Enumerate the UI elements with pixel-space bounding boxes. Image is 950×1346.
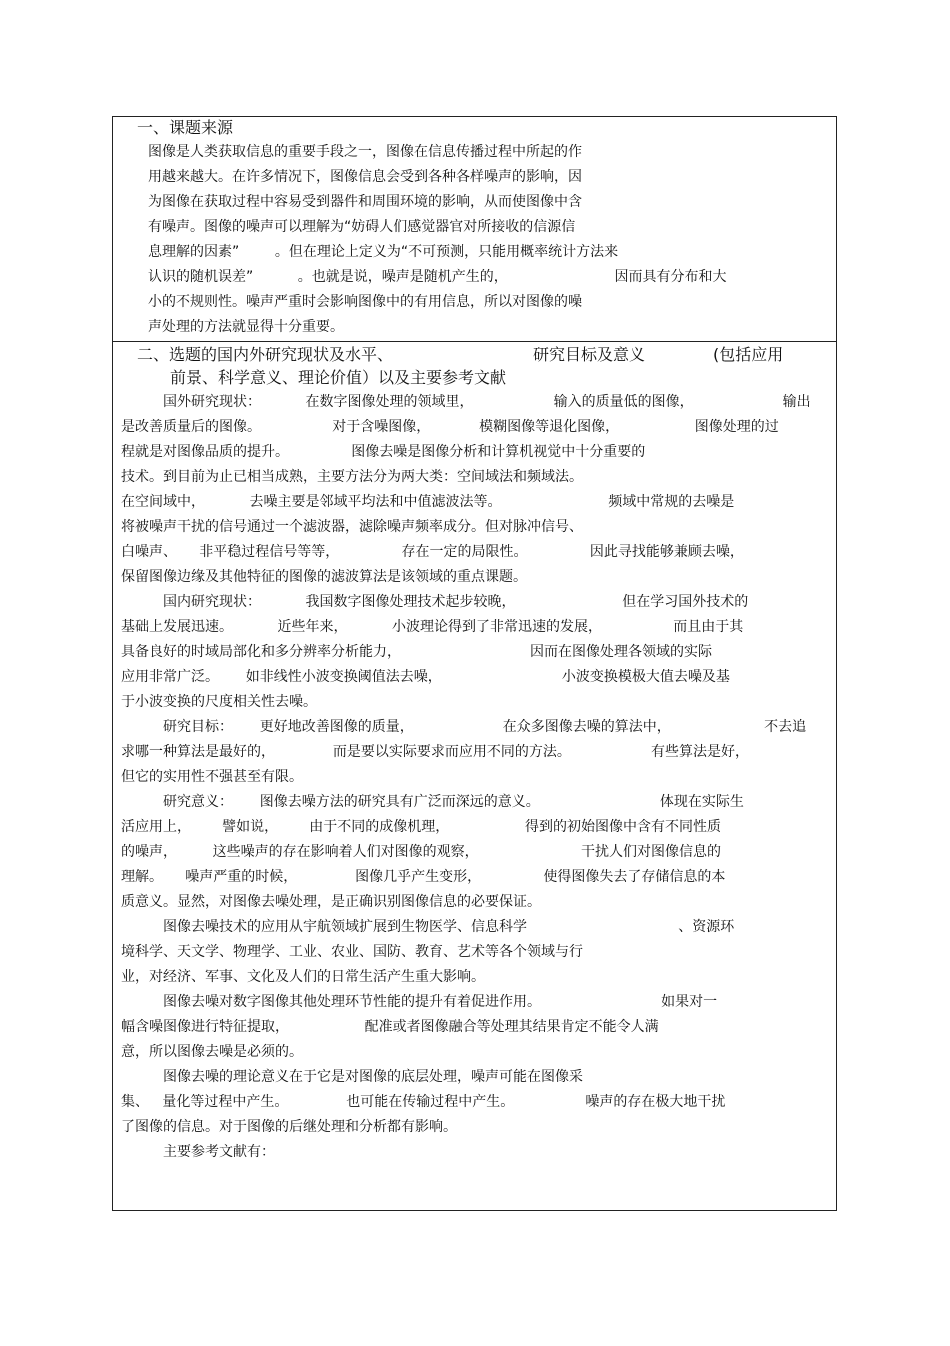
section2-heading-d: 前景、科学意义、理论价值）以及主要参考文献 <box>170 368 507 387</box>
section2-line: 境科学、天文学、物理学、工业、农业、国防、教育、艺术等各个领域与行 <box>121 944 583 960</box>
section2-line: 幅含噪图像进行特征提取， 配准或者图像融合等处理其结果肯定不能令人满 <box>121 1019 659 1035</box>
section2-line: 国外研究现状： 在数字图像处理的领域里， 输入的质量低的图像， 输出 <box>163 394 811 410</box>
section2-line: 是改善质量后的图像。 对于含噪图像， 模糊图像等退化图像， 图像处理的过 <box>121 419 779 435</box>
section2-heading-b: 研究目标及意义 <box>533 345 646 364</box>
section2-line: 意，所以图像去噪是必须的。 <box>121 1044 303 1060</box>
section1-line: 息理解的因素” 。但在理论上定义为“不可预测，只能用概率统计方法来 <box>148 244 619 260</box>
section2-line: 的噪声， 这些噪声的存在影响着人们对图像的观察， 干扰人们对图像信息的 <box>121 844 721 860</box>
section2-line: 活应用上， 譬如说， 由于不同的成像机理， 得到的初始图像中含有不同性质 <box>121 819 721 835</box>
section1-line: 认识的随机误差” 。也就是说，噪声是随机产生的， 因而具有分布和大 <box>148 269 727 285</box>
section2-line: 图像去噪的理论意义在于它是对图像的底层处理，噪声可能在图像采 <box>163 1069 583 1085</box>
section2-line: 研究意义： 图像去噪方法的研究具有广泛而深远的意义。 体现在实际生 <box>163 794 744 810</box>
section2-line: 具备良好的时域局部化和多分辨率分析能力， 因而在图像处理各领域的实际 <box>121 644 713 660</box>
section2-line: 但它的实用性不强甚至有限。 <box>121 769 303 785</box>
section2-line: 程就是对图像品质的提升。 图像去噪是图像分析和计算机视觉中十分重要的 <box>121 444 646 460</box>
section2-line: 技术。到目前为止已相当成熟，主要方法分为两大类：空间域法和频域法。 <box>121 469 583 485</box>
section1-line: 声处理的方法就显得十分重要。 <box>148 319 344 335</box>
section2-line: 于小波变换的尺度相关性去噪。 <box>121 694 317 710</box>
section2-heading-c: (包括应用 <box>713 345 784 364</box>
section2-line: 质意义。显然，对图像去噪处理，是正确识别图像信息的必要保证。 <box>121 894 541 910</box>
section2-line: 图像去噪对数字图像其他处理环节性能的提升有着促进作用。 如果对一 <box>163 994 718 1010</box>
section2-line: 在空间域中， 去噪主要是邻域平均法和中值滤波法等。 频域中常规的去噪是 <box>121 494 735 510</box>
section2-heading-a: 二、选题的国内外研究现状及水平、 <box>137 345 394 364</box>
section2-line: 图像去噪技术的应用从宇航领域扩展到生物医学、信息科学 、资源环 <box>163 919 735 935</box>
section1-line: 用越来越大。在许多情况下，图像信息会受到各种各样噪声的影响，因 <box>148 169 582 185</box>
section2-line: 主要参考文献有： <box>163 1144 275 1160</box>
section2-line: 应用非常广泛。 如非线性小波变换阈值法去噪， 小波变换模极大值去噪及基 <box>121 669 730 685</box>
section2-line: 基础上发展迅速。 近些年来， 小波理论得到了非常迅速的发展， 而且由于其 <box>121 619 744 635</box>
section2-line: 保留图像边缘及其他特征的图像的滤波算法是该领域的重点课题。 <box>121 569 527 585</box>
section1-heading: 一、课题来源 <box>137 118 234 137</box>
section1-line: 为图像在获取过程中容易受到器件和周围环境的影响，从而使图像中含 <box>148 194 582 210</box>
section2-line: 研究目标： 更好地改善图像的质量， 在众多图像去噪的算法中， 不去追 <box>163 719 807 735</box>
section2-line: 国内研究现状： 我国数字图像处理技术起步较晚， 但在学习国外技术的 <box>163 594 749 610</box>
section-divider <box>112 341 837 342</box>
section1-line: 图像是人类获取信息的重要手段之一，图像在信息传播过程中所起的作 <box>148 144 582 160</box>
section1-line: 小的不规则性。噪声严重时会影响图像中的有用信息，所以对图像的噪 <box>148 294 582 310</box>
section2-line: 将被噪声干扰的信号通过一个滤波器，滤除噪声频率成分。但对脉冲信号、 <box>121 519 583 535</box>
section2-line: 白噪声、 非平稳过程信号等等， 存在一定的局限性。 因此寻找能够兼顾去噪， <box>121 544 744 560</box>
section2-line: 业，对经济、军事、文化及人们的日常生活产生重大影响。 <box>121 969 485 985</box>
section1-line: 有噪声。图像的噪声可以理解为“妨碍人们感觉器官对所接收的信源信 <box>148 219 576 235</box>
section2-line: 求哪一种算法是最好的， 而是要以实际要求而应用不同的方法。 有些算法是好， <box>121 744 749 760</box>
section2-line: 理解。 噪声严重的时候， 图像几乎产生变形， 使得图像失去了存储信息的本 <box>121 869 726 885</box>
section2-line: 了图像的信息。对于图像的后继处理和分析都有影响。 <box>121 1119 457 1135</box>
section2-line: 集、 量化等过程中产生。 也可能在传输过程中产生。 噪声的存在极大地干扰 <box>121 1094 726 1110</box>
